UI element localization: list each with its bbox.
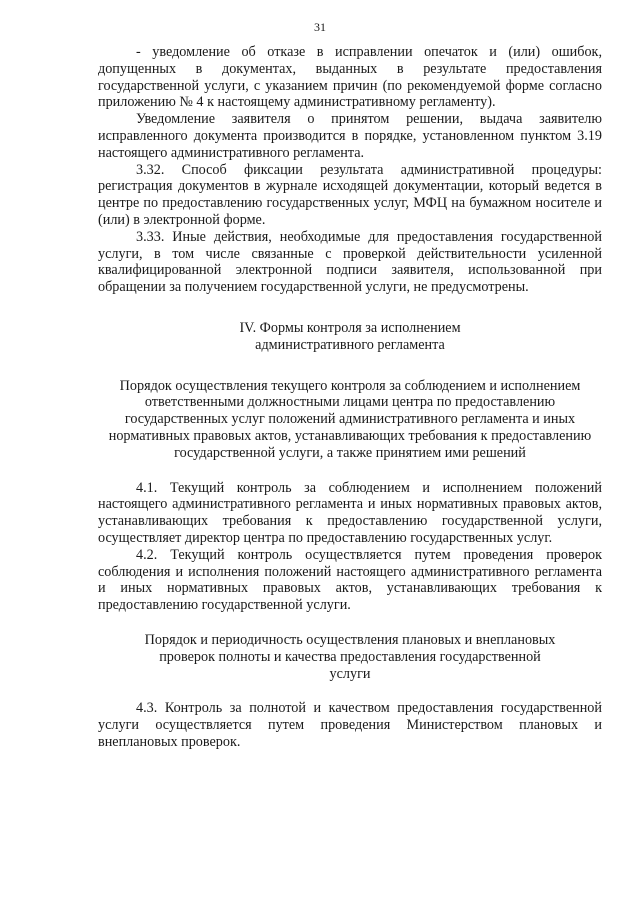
paragraph-applicant-notification: Уведомление заявителя о принятом решении, выдача заявителю исправленного документа производится в порядке, установленном пунктом 3.19 настоящего административного регламента. — [98, 111, 602, 161]
paragraph-4-1: 4.1. Текущий контроль за соблюдением и исполнением положений настоящего административного регламента и иных нормативных правовых актов, устанавливающих требования к предоставлению государственной услуги, осуществляет директор центра по предоставлению государственных услуг. — [98, 479, 602, 546]
subheading-inspections: Порядок и периодичность осуществления плановых и внеплановых проверок полноты и качества предоставления государственной услуги — [144, 631, 556, 682]
paragraph-refusal-notice: - уведомление об отказе в исправлении опечаток и (или) ошибок, допущенных в документах, выданных в результате предоставления государственной услуги, с указанием причин (по рекомендуемой форме согласно приложению № 4 к настоящему административному регламенту). — [98, 44, 602, 111]
paragraph-4-2: 4.2. Текущий контроль осуществляется путем проведения проверок соблюдения и исполнения положений настоящего административного регламента и иных нормативных правовых актов, устанавливающих требования к предоставлению государственной услуги. — [98, 546, 602, 614]
paragraph-4-3: 4.3. Контроль за полнотой и качеством предоставления государственной услуги осуществляется путем проведения Министерством плановых и внеплановых проверок. — [98, 700, 602, 750]
page-number: 31 — [314, 20, 326, 34]
paragraph-3-32: 3.32. Способ фиксации результата административной процедуры: регистрация документов в журнале исходящей документации, который ведется в центре по предоставлению государственных услуг, МФЦ на бумажном носителе и (или) в электронной форме. — [98, 161, 602, 228]
paragraph-3-33: 3.33. Иные действия, необходимые для предоставления государственной услуги, в том числе связанные с проверкой действительности усиленной квалифицированной электронной подписи заявителя, использованной при обращении за получением государственной услуги, не предусмотрены. — [98, 228, 602, 296]
subheading-current-control: Порядок осуществления текущего контроля за соблюдением и исполнением ответственными должностными лицами центра по предоставлению государственных услуг положений административного регламента и иных нормативных правовых актов, устанавливающих требования к предоставлению государственной услуги, а также принятием ими решений — [108, 377, 592, 461]
document-body — [98, 44, 602, 751]
section-heading-iv: IV. Формы контроля за исполнением административного регламента — [239, 319, 461, 353]
